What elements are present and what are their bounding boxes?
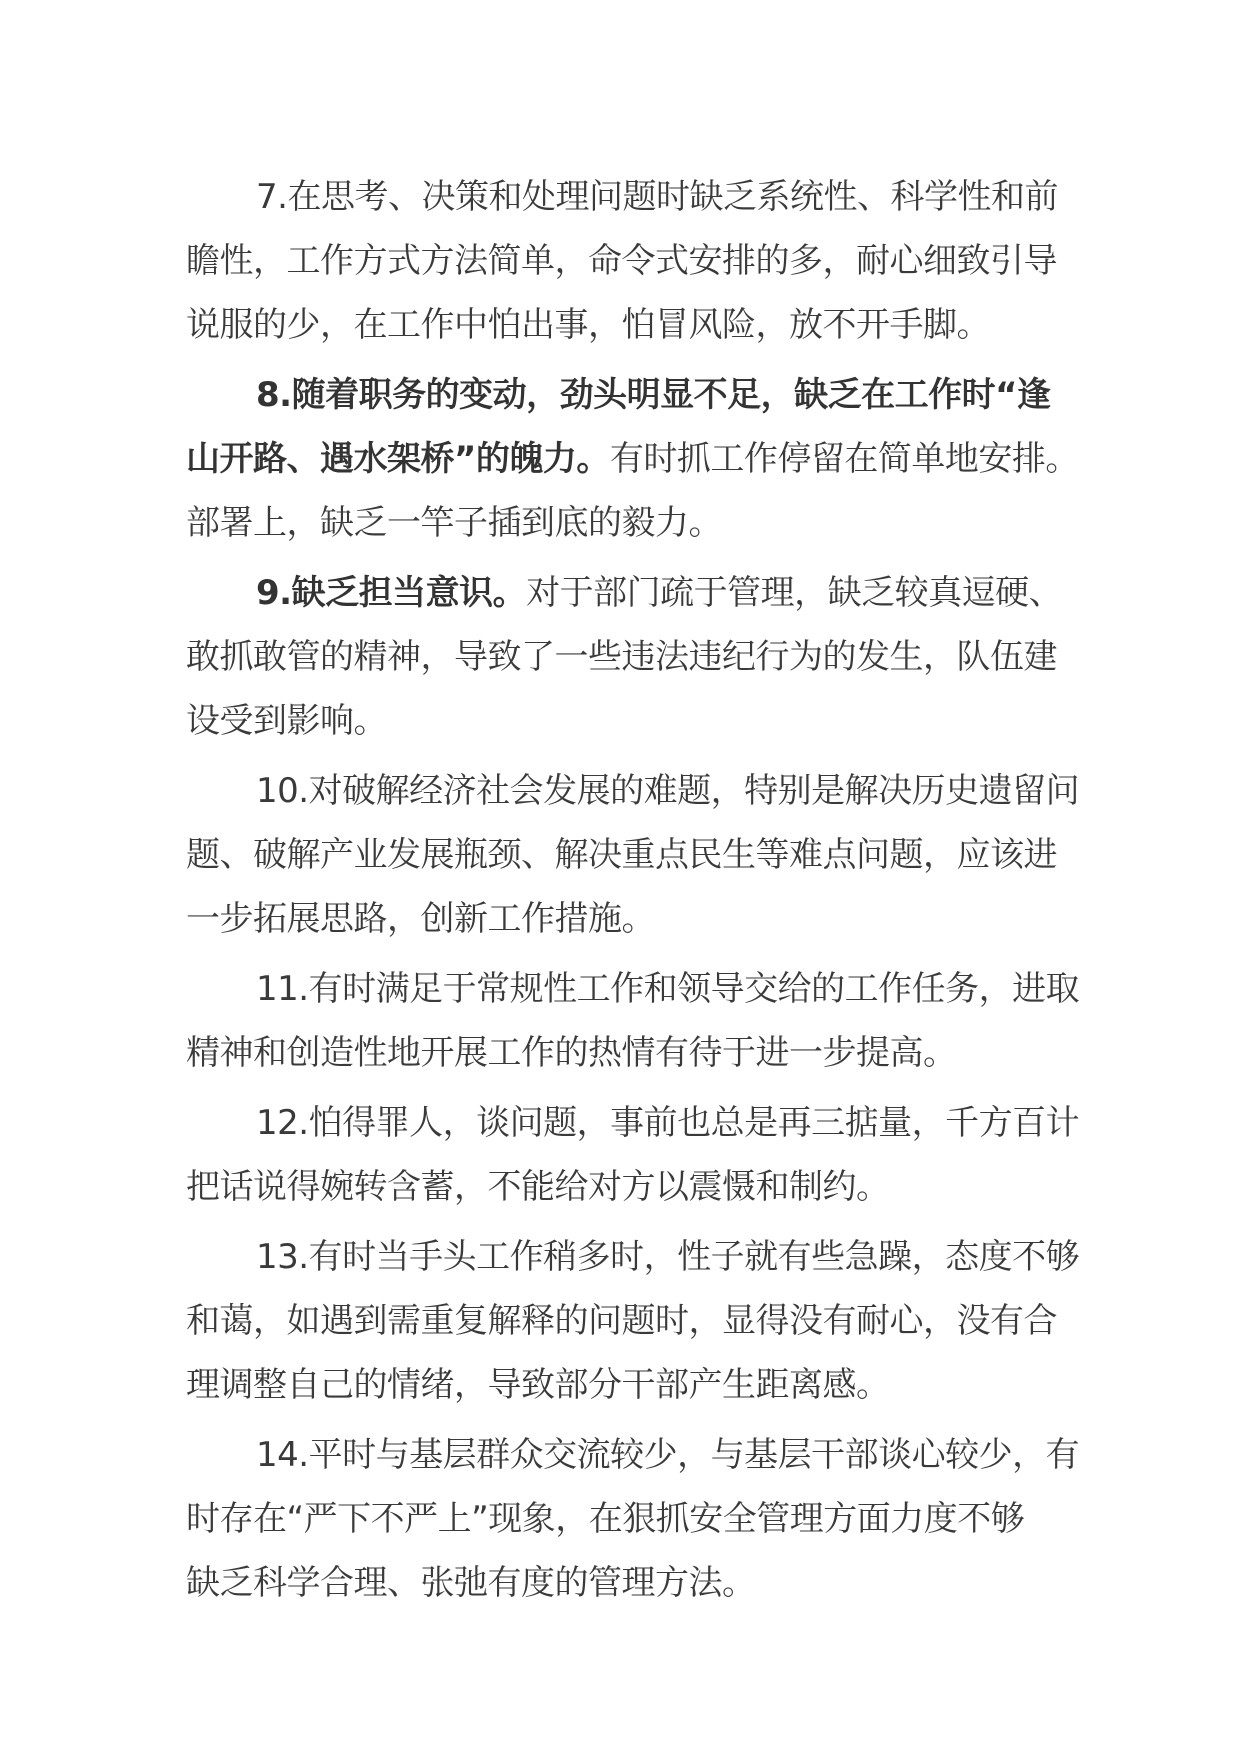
text-line: [186, 229, 1066, 293]
text-run: 把话说得婉转含蓄，不能给对方以震慑和制约。: [186, 1167, 890, 1207]
document-body: [186, 165, 1080, 1621]
text-run: 12.怕得罪人，谈问题，事前也总是再三掂量，千方百计: [256, 1103, 1080, 1143]
text-run: 缺乏科学合理、张弛有度的管理方法。: [186, 1563, 756, 1603]
text-line: [186, 1091, 1080, 1155]
text-line: [186, 957, 1080, 1021]
text-line: [186, 293, 1066, 357]
text-run: 理调整自己的情绪，导致部分干部产生距离感。: [186, 1365, 890, 1405]
text-line: [186, 1423, 1080, 1487]
text-line: [186, 759, 1080, 823]
text-line: [186, 363, 1066, 427]
bold-text-run: 8.随着职务的变动，劲头明显不足，缺乏在工作时“逢: [256, 375, 1051, 415]
text-run: 11.有时满足于常规性工作和领导交给的工作任务，进取: [256, 969, 1080, 1009]
text-line: [186, 491, 1066, 555]
text-line: [186, 561, 1066, 625]
text-run: 有时抓工作停留在简单地安排。: [609, 439, 1079, 479]
paragraph-p13: [186, 1225, 1080, 1417]
text-run: 13.有时当手头工作稍多时，性子就有些急躁，态度不够: [256, 1237, 1080, 1277]
text-line: [186, 427, 1079, 491]
paragraph-p11: [186, 957, 1080, 1085]
paragraph-p8: [186, 363, 1079, 555]
paragraph-p7: [186, 165, 1066, 357]
text-run: 精神和创造性地开展工作的热情有待于进一步提高。: [186, 1033, 957, 1073]
text-run: 题、破解产业发展瓶颈、解决重点民生等难点问题，应该进: [186, 835, 1057, 875]
text-run: 14.平时与基层群众交流较少，与基层干部谈心较少，有: [256, 1435, 1080, 1475]
paragraph-p9: [186, 561, 1066, 753]
text-run: 时存在“严下不严上”现象，在狠抓安全管理方面力度不够: [186, 1499, 1025, 1539]
text-run: 和蔼，如遇到需重复解释的问题时，显得没有耐心，没有合: [186, 1301, 1057, 1341]
text-line: [186, 1155, 1066, 1219]
text-run: 部署上，缺乏一竿子插到底的毅力。: [186, 503, 722, 543]
paragraph-p12: [186, 1091, 1080, 1219]
text-line: [186, 823, 1066, 887]
text-line: [186, 165, 1066, 229]
bold-text-run: 9.缺乏担当意识。: [256, 573, 527, 613]
text-run: 说服的少，在工作中怕出事，怕冒风险，放不开手脚。: [186, 305, 990, 345]
text-run: 一步拓展思路，创新工作措施。: [186, 899, 655, 939]
text-run: 瞻性，工作方式方法简单，命令式安排的多，耐心细致引导: [186, 241, 1057, 281]
text-run: 10.对破解经济社会发展的难题，特别是解决历史遗留问: [256, 771, 1080, 811]
paragraph-p14: [186, 1423, 1080, 1615]
text-line: [186, 1021, 1066, 1085]
text-line: [186, 1487, 1066, 1551]
text-run: 7.在思考、决策和处理问题时缺乏系统性、科学性和前: [256, 177, 1058, 217]
bold-text-run: 山开路、遇水架桥”的魄力。: [186, 439, 610, 479]
text-line: [186, 887, 1066, 951]
text-run: 设受到影响。: [186, 701, 387, 741]
text-run: 对于部门疏于管理，缺乏较真逗硬、: [526, 573, 1063, 613]
text-line: [186, 1551, 1066, 1615]
text-line: [186, 1353, 1066, 1417]
text-line: [186, 625, 1066, 689]
text-line: [186, 689, 1066, 753]
text-line: [186, 1289, 1066, 1353]
paragraph-p10: [186, 759, 1080, 951]
text-line: [186, 1225, 1080, 1289]
text-run: 敢抓敢管的精神，导致了一些违法违纪行为的发生，队伍建: [186, 637, 1057, 677]
